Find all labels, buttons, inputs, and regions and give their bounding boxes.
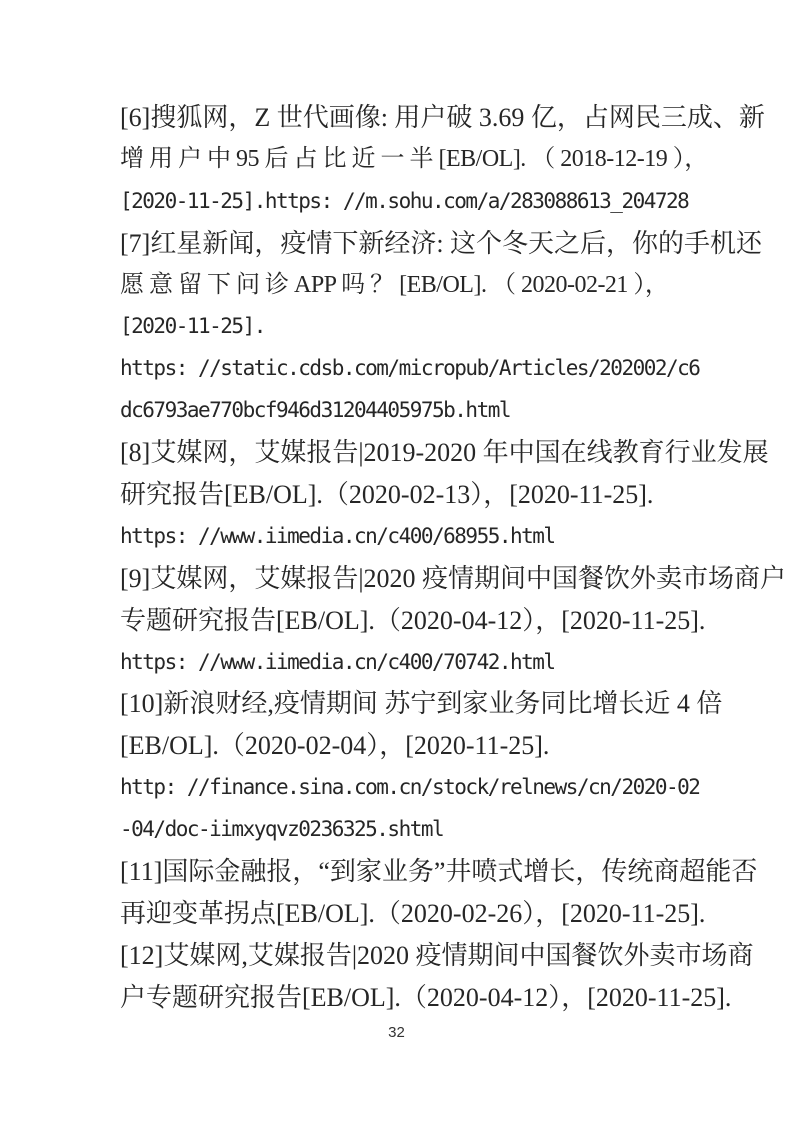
reference-line: [6]搜狐网，Z 世代画像: 用户破 3.69 亿，占网民三成、新 — [120, 103, 765, 132]
reference-url-line: https: //www.iimedia.cn/c400/68955.html — [120, 523, 555, 548]
reference-line: [12]艾媒网,艾媒报告|2020 疫情期间中国餐饮外卖市场商 — [120, 940, 754, 970]
reference-url-line: -04/doc-iimxyqvz0236325.shtml — [120, 817, 444, 842]
reference-line: 专题研究报告[EB/OL].（2020-04-12），[2020-11-25]. — [120, 605, 706, 635]
reference-line: [EB/OL].（2020-02-04），[2020-11-25]. — [120, 731, 550, 761]
reference-line: [8]艾媒网，艾媒报告|2019-2020 年中国在线教育行业发展 — [120, 438, 769, 468]
reference-url-line: dc6793ae770bcf946d31204405975b.html — [120, 398, 511, 423]
reference-url-line: [2020-11-25].https: //m.sohu.com/a/283088613_204728 — [120, 188, 689, 213]
reference-entry — [120, 223, 763, 432]
reference-url-line: http: //finance.sina.com.cn/stock/relnews/cn/2020-02 — [120, 775, 700, 800]
reference-line: 愿 意 留 下 问 诊 APP 吗 ？ [EB/OL]. （ 2020-02-21 ）， — [120, 271, 669, 298]
reference-line: [9]艾媒网，艾媒报告|2020 疫情期间中国餐饮外卖市场商户 — [120, 563, 787, 593]
reference-entry — [120, 851, 758, 935]
reference-line: [10]新浪财经,疫情期间 苏宁到家业务同比增长近 4 倍 — [120, 689, 723, 719]
reference-line: 再迎变革拐点[EB/OL].（2020-02-26），[2020-11-25]. — [120, 898, 706, 928]
references-list — [120, 97, 787, 1019]
reference-entry — [120, 935, 754, 1019]
reference-line: [11]国际金融报，“到家业务”井喷式增长，传统商超能否 — [120, 857, 758, 887]
reference-line: [7]红星新闻，疫情下新经济: 这个冬天之后，你的手机还 — [120, 228, 763, 258]
reference-date-line: [2020-11-25]. — [120, 314, 265, 339]
reference-entry — [120, 97, 765, 223]
page-number: 32 — [388, 1024, 405, 1041]
reference-line: 户专题研究报告[EB/OL].（2020-04-12），[2020-11-25]. — [120, 982, 732, 1012]
reference-url-line: https: //www.iimedia.cn/c400/70742.html — [120, 649, 555, 674]
reference-entry — [120, 558, 787, 684]
reference-entry — [120, 683, 723, 851]
reference-entry — [120, 432, 769, 558]
reference-line: 研究报告[EB/OL].（2020-02-13），[2020-11-25]. — [120, 480, 654, 510]
reference-line: 增 用 户 中 95 后 占 比 近 一 半 [EB/OL]. （ 2018-12-19 ）， — [120, 145, 708, 172]
reference-url-line: https: //static.cdsb.com/micropub/Articles/202002/c6 — [120, 356, 700, 381]
